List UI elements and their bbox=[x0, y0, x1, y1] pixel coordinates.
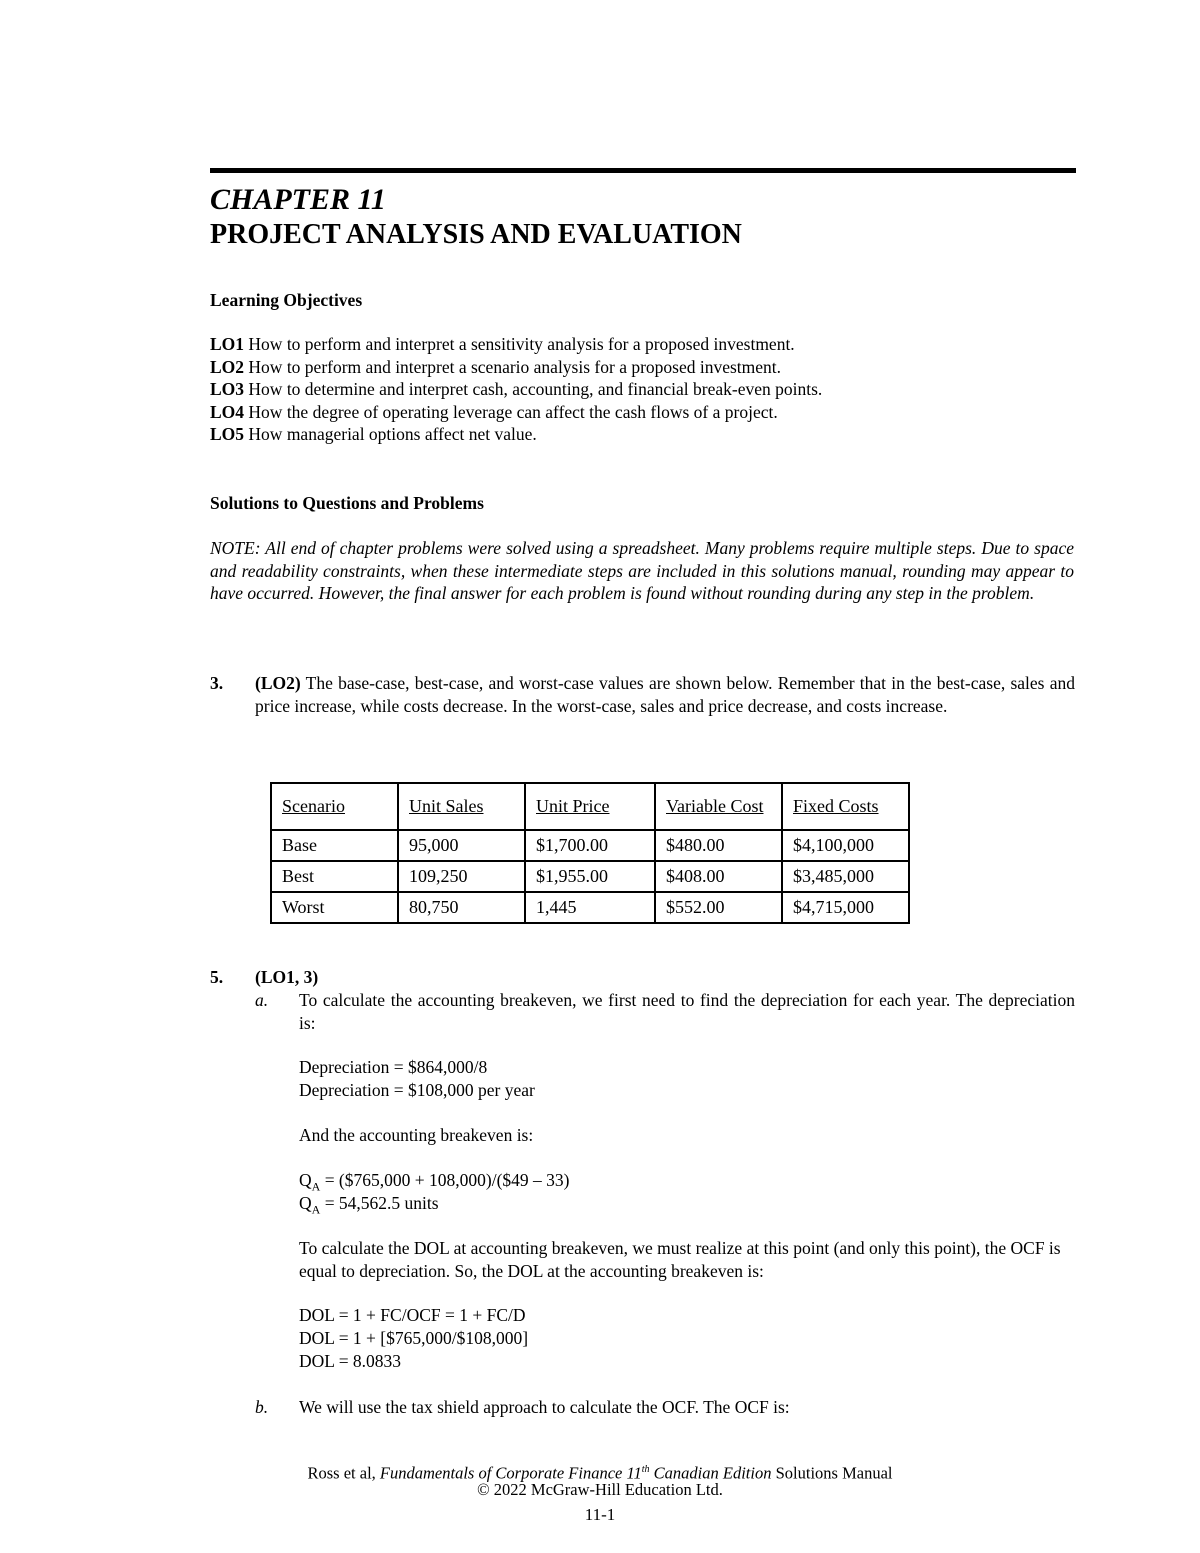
qa-result: = 54,562.5 units bbox=[320, 1193, 439, 1213]
header-cell: Unit Sales bbox=[398, 783, 525, 830]
objective-code: LO4 bbox=[210, 401, 245, 422]
problem-5-number: 5. bbox=[210, 967, 224, 987]
qa-line-2 bbox=[299, 1192, 1075, 1221]
problem-3-text bbox=[255, 672, 1075, 717]
footer-edition: Canadian Edition bbox=[649, 1463, 772, 1483]
table-cell: 80,750 bbox=[398, 892, 525, 923]
objective-code: LO3 bbox=[210, 379, 245, 399]
qa-symbol: Q bbox=[299, 1193, 312, 1213]
part-b-letter: b. bbox=[255, 1397, 269, 1417]
table-cell: Best bbox=[271, 861, 398, 892]
objective-code: LO5 bbox=[210, 424, 245, 444]
dol-line-3: DOL = 8.0833 bbox=[299, 1351, 402, 1371]
objective-item bbox=[210, 378, 1090, 401]
footer-prefix: Ross et al, bbox=[307, 1463, 380, 1483]
chapter-number: CHAPTER 11 bbox=[210, 183, 386, 216]
objective-item bbox=[210, 401, 1090, 424]
footer-superscript: th bbox=[641, 1464, 650, 1475]
page-number: 11-1 bbox=[584, 1505, 616, 1524]
dol-line-1: DOL = 1 + FC/OCF = 1 + FC/D bbox=[299, 1305, 526, 1325]
part-b-text: We will use the tax shield approach to calculate the OCF. The OCF is: bbox=[299, 1397, 790, 1417]
solutions-heading: Solutions to Questions and Problems bbox=[210, 493, 484, 513]
objective-text: How managerial options affect net value. bbox=[248, 424, 537, 444]
header-cell: Unit Price bbox=[525, 783, 655, 830]
table-cell: 95,000 bbox=[398, 830, 525, 861]
table-cell: $1,700.00 bbox=[525, 830, 655, 861]
depreciation-line-1: Depreciation = $864,000/8 bbox=[299, 1057, 488, 1077]
objective-text: How to determine and interpret cash, accounting, and financial break-even points. bbox=[248, 379, 823, 399]
table-cell: Worst bbox=[271, 892, 398, 923]
table-cell: $408.00 bbox=[655, 861, 782, 892]
table-cell: $1,955.00 bbox=[525, 861, 655, 892]
qa-subscript: A bbox=[311, 1179, 321, 1194]
table-cell: $480.00 bbox=[655, 830, 782, 861]
chapter-title: PROJECT ANALYSIS AND EVALUATION bbox=[210, 219, 742, 250]
footer-suffix: Solutions Manual bbox=[771, 1463, 893, 1483]
part-a-letter: a. bbox=[255, 990, 269, 1010]
qa-expression: = ($765,000 + 108,000)/($49 – 33) bbox=[320, 1170, 570, 1190]
objective-text: How to perform and interpret a scenario analysis for a proposed investment. bbox=[248, 356, 782, 377]
depreciation-line-2: Depreciation = $108,000 per year bbox=[299, 1080, 535, 1100]
table-cell: $4,100,000 bbox=[782, 830, 909, 861]
problem-3-number: 3. bbox=[210, 673, 224, 693]
learning-objectives-list bbox=[210, 333, 1090, 446]
table-cell: $4,715,000 bbox=[782, 892, 909, 923]
learning-objectives-heading: Learning Objectives bbox=[210, 290, 363, 310]
header-cell: Scenario bbox=[271, 783, 398, 830]
table-cell: $552.00 bbox=[655, 892, 782, 923]
objective-item bbox=[210, 356, 1090, 379]
chapter-rule bbox=[210, 168, 1076, 173]
header-cell: Fixed Costs bbox=[782, 783, 909, 830]
qa-subscript: A bbox=[311, 1202, 321, 1217]
part-a-intro: To calculate the accounting breakeven, we first need to find the depreciation for each year. The depreciation is: bbox=[299, 990, 1075, 1033]
scenario-table bbox=[270, 782, 910, 924]
table-cell: $3,485,000 bbox=[782, 861, 909, 892]
table-cell: 1,445 bbox=[525, 892, 655, 923]
table-header-row bbox=[271, 783, 909, 830]
objective-item bbox=[210, 333, 1090, 356]
problem-3-ref: (LO2) bbox=[255, 673, 301, 693]
problem-3-body: The base-case, best-case, and worst-case values are shown below. Remember that in the best-case, sales and price increase, while costs decrease. In the worst-case, sales and price decrease, and costs increase. bbox=[255, 673, 1075, 716]
table-cell: Base bbox=[271, 830, 398, 861]
objective-text: How to perform and interpret a sensitivity analysis for a proposed investment. bbox=[248, 334, 795, 354]
objective-code: LO1 bbox=[210, 334, 245, 354]
footer-copyright: © 2022 McGraw-Hill Education Ltd. bbox=[477, 1480, 723, 1499]
table-cell: 109,250 bbox=[398, 861, 525, 892]
dol-line-2: DOL = 1 + [$765,000/$108,000] bbox=[299, 1328, 529, 1348]
header-cell: Variable Cost bbox=[655, 783, 782, 830]
objective-text: How the degree of operating leverage can affect the cash flows of a project. bbox=[248, 401, 778, 422]
qa-symbol: Q bbox=[299, 1170, 312, 1190]
dol-intro: To calculate the DOL at accounting breakeven, we must realize at this point (and only this point), the OCF is equal to depreciation. So, the DOL at the accounting breakeven is: bbox=[299, 1238, 1061, 1281]
footer-book-title: Fundamentals of Corporate Finance 11 bbox=[379, 1463, 642, 1483]
table-row bbox=[271, 861, 909, 892]
objective-code: LO2 bbox=[210, 356, 245, 377]
breakeven-intro: And the accounting breakeven is: bbox=[299, 1125, 534, 1145]
table-row bbox=[271, 830, 909, 861]
table-row bbox=[271, 892, 909, 923]
problem-5-ref: (LO1, 3) bbox=[255, 967, 319, 987]
note-paragraph: NOTE: All end of chapter problems were solved using a spreadsheet. Many problems require multiple steps. Due to space and readability constraints, when these intermediate steps are included in this solutions manual, rounding may appear to have occurred. However, the final answer for each problem is found without rounding during any step in the problem. bbox=[210, 538, 1074, 603]
objective-item bbox=[210, 423, 1090, 446]
